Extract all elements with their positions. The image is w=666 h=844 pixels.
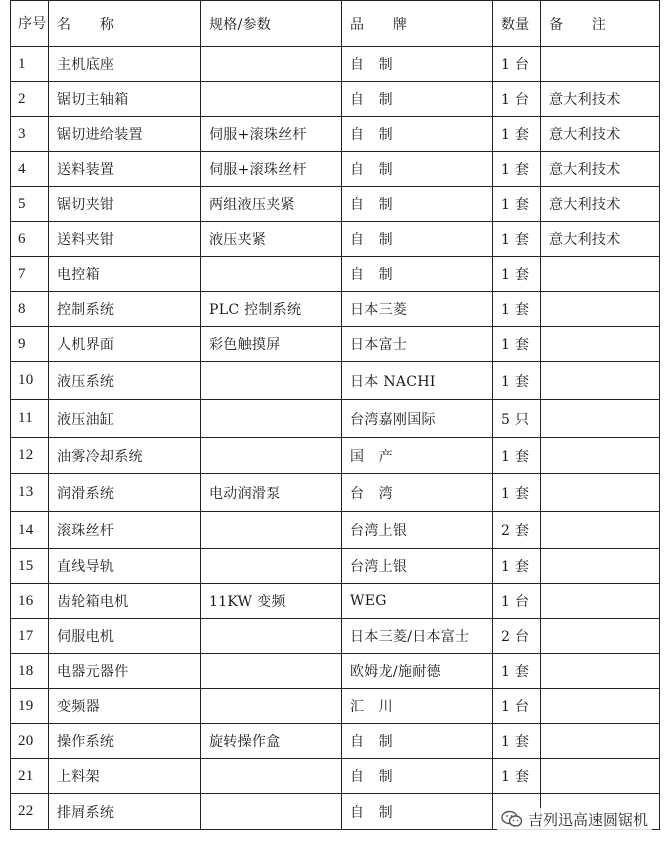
table-row	[11, 82, 660, 117]
cell-brand: 自 制	[342, 117, 493, 152]
cell-note: 意大利技术	[541, 82, 660, 117]
cell-no: 22	[11, 794, 49, 830]
cell-spec	[201, 619, 342, 654]
cell-qty: 1 台	[493, 584, 541, 619]
cell-brand: 日本三菱	[342, 292, 493, 327]
cell-spec	[201, 512, 342, 549]
cell-spec	[201, 82, 342, 117]
cell-brand: 自 制	[342, 794, 493, 830]
header-brand: 品 牌	[342, 1, 493, 47]
header-note: 备 注	[541, 1, 660, 47]
cell-brand: 自 制	[342, 187, 493, 222]
cell-name: 锯切夹钳	[49, 187, 201, 222]
cell-no: 1	[11, 47, 49, 82]
cell-qty: 1 套	[493, 724, 541, 759]
cell-no: 14	[11, 512, 49, 549]
cell-name: 滚珠丝杆	[49, 512, 201, 549]
cell-no: 15	[11, 549, 49, 584]
cell-note: 意大利技术	[541, 222, 660, 257]
cell-note	[541, 724, 660, 759]
cell-spec: 彩色触摸屏	[201, 327, 342, 362]
cell-name: 电器元器件	[49, 654, 201, 689]
cell-name: 直线导轨	[49, 549, 201, 584]
cell-note	[541, 689, 660, 724]
cell-brand: 自 制	[342, 152, 493, 187]
cell-qty: 2 台	[493, 619, 541, 654]
cell-brand: 汇 川	[342, 689, 493, 724]
cell-note	[541, 654, 660, 689]
cell-no: 4	[11, 152, 49, 187]
cell-no: 6	[11, 222, 49, 257]
cell-name: 送料夹钳	[49, 222, 201, 257]
cell-name: 油雾冷却系统	[49, 438, 201, 474]
table-row	[11, 327, 660, 362]
cell-brand: 自 制	[342, 82, 493, 117]
cell-note	[541, 759, 660, 794]
cell-no: 20	[11, 724, 49, 759]
header-no: 序号	[11, 1, 49, 47]
cell-spec	[201, 438, 342, 474]
cell-qty: 1 套	[493, 474, 541, 512]
cell-note	[541, 619, 660, 654]
cell-name: 润滑系统	[49, 474, 201, 512]
cell-no: 9	[11, 327, 49, 362]
cell-name: 上料架	[49, 759, 201, 794]
wechat-icon	[501, 810, 523, 828]
cell-no: 21	[11, 759, 49, 794]
cell-qty: 1 套	[493, 292, 541, 327]
cell-brand: 欧姆龙/施耐德	[342, 654, 493, 689]
table-row	[11, 152, 660, 187]
cell-brand: 自 制	[342, 257, 493, 292]
table-row	[11, 759, 660, 794]
cell-note: 意大利技术	[541, 187, 660, 222]
cell-spec	[201, 549, 342, 584]
cell-brand: 自 制	[342, 47, 493, 82]
cell-spec: 旋转操作盒	[201, 724, 342, 759]
watermark-text: 吉列迅高速圆锯机	[527, 810, 648, 829]
cell-brand: 日本三菱/日本富士	[342, 619, 493, 654]
cell-qty: 1 套	[493, 117, 541, 152]
cell-spec	[201, 362, 342, 400]
table-row	[11, 292, 660, 327]
cell-no: 17	[11, 619, 49, 654]
cell-no: 3	[11, 117, 49, 152]
cell-qty: 1 套	[493, 654, 541, 689]
cell-brand: 日本富士	[342, 327, 493, 362]
cell-spec: 两组液压夹紧	[201, 187, 342, 222]
cell-brand: WEG	[342, 584, 493, 619]
cell-no: 8	[11, 292, 49, 327]
cell-name: 伺服电机	[49, 619, 201, 654]
cell-name: 送料装置	[49, 152, 201, 187]
cell-brand: 自 制	[342, 724, 493, 759]
cell-spec: PLC 控制系统	[201, 292, 342, 327]
cell-qty: 1 套	[493, 327, 541, 362]
cell-brand: 国 产	[342, 438, 493, 474]
header-qty: 数量	[493, 1, 541, 47]
cell-qty: 1 套	[493, 438, 541, 474]
table-row	[11, 619, 660, 654]
header-name: 名 称	[49, 1, 201, 47]
cell-no: 2	[11, 82, 49, 117]
cell-qty: 1 套	[493, 152, 541, 187]
cell-qty: 1 台	[493, 82, 541, 117]
table-header-row	[11, 1, 660, 47]
cell-note: 意大利技术	[541, 117, 660, 152]
cell-name: 电控箱	[49, 257, 201, 292]
cell-name: 主机底座	[49, 47, 201, 82]
cell-note: 意大利技术	[541, 152, 660, 187]
cell-spec	[201, 794, 342, 830]
table-row	[11, 362, 660, 400]
cell-no: 7	[11, 257, 49, 292]
cell-name: 锯切主轴箱	[49, 82, 201, 117]
table-row	[11, 584, 660, 619]
table-row	[11, 549, 660, 584]
cell-no: 12	[11, 438, 49, 474]
cell-qty: 5 只	[493, 400, 541, 438]
cell-note	[541, 474, 660, 512]
cell-spec: 电动润滑泵	[201, 474, 342, 512]
table-row	[11, 689, 660, 724]
cell-spec	[201, 47, 342, 82]
cell-note	[541, 327, 660, 362]
cell-note	[541, 400, 660, 438]
table-row	[11, 724, 660, 759]
cell-no: 11	[11, 400, 49, 438]
table-row	[11, 512, 660, 549]
cell-spec: 伺服+滚珠丝杆	[201, 152, 342, 187]
cell-qty: 1 套	[493, 362, 541, 400]
table-row	[11, 47, 660, 82]
equipment-config-table	[10, 0, 660, 830]
table-row	[11, 474, 660, 512]
cell-brand: 台湾上银	[342, 512, 493, 549]
cell-spec	[201, 759, 342, 794]
table-row	[11, 117, 660, 152]
cell-note	[541, 549, 660, 584]
table-row	[11, 438, 660, 474]
table-row	[11, 222, 660, 257]
cell-spec: 11KW 变频	[201, 584, 342, 619]
cell-no: 19	[11, 689, 49, 724]
cell-qty: 1 套	[493, 257, 541, 292]
cell-qty: 1 套	[493, 759, 541, 794]
table-row	[11, 654, 660, 689]
cell-note	[541, 47, 660, 82]
table-row	[11, 400, 660, 438]
cell-brand: 台湾上银	[342, 549, 493, 584]
cell-no: 13	[11, 474, 49, 512]
cell-brand: 自 制	[342, 759, 493, 794]
cell-brand: 自 制	[342, 222, 493, 257]
cell-name: 操作系统	[49, 724, 201, 759]
cell-spec	[201, 400, 342, 438]
cell-name: 变频器	[49, 689, 201, 724]
cell-name: 齿轮箱电机	[49, 584, 201, 619]
cell-spec: 液压夹紧	[201, 222, 342, 257]
cell-qty: 1 套	[493, 549, 541, 584]
cell-spec: 伺服+滚珠丝杆	[201, 117, 342, 152]
table-row	[11, 257, 660, 292]
cell-no: 18	[11, 654, 49, 689]
cell-name: 液压油缸	[49, 400, 201, 438]
cell-qty: 1 台	[493, 47, 541, 82]
watermark	[497, 808, 652, 830]
cell-note	[541, 257, 660, 292]
cell-name: 锯切进给装置	[49, 117, 201, 152]
cell-no: 10	[11, 362, 49, 400]
cell-brand: 台湾嘉刚国际	[342, 400, 493, 438]
cell-qty: 1 套	[493, 222, 541, 257]
cell-brand: 日本 NACHI	[342, 362, 493, 400]
cell-spec	[201, 654, 342, 689]
cell-no: 5	[11, 187, 49, 222]
cell-no: 16	[11, 584, 49, 619]
header-spec: 规格/参数	[201, 1, 342, 47]
cell-qty: 2 套	[493, 512, 541, 549]
table-row	[11, 187, 660, 222]
cell-note	[541, 438, 660, 474]
cell-note	[541, 512, 660, 549]
cell-qty: 1 套	[493, 187, 541, 222]
cell-name: 排屑系统	[49, 794, 201, 830]
cell-note	[541, 584, 660, 619]
cell-name: 控制系统	[49, 292, 201, 327]
cell-name: 液压系统	[49, 362, 201, 400]
cell-spec	[201, 689, 342, 724]
cell-brand: 台 湾	[342, 474, 493, 512]
cell-spec	[201, 257, 342, 292]
cell-note	[541, 362, 660, 400]
cell-note	[541, 292, 660, 327]
cell-qty: 1 台	[493, 689, 541, 724]
cell-name: 人机界面	[49, 327, 201, 362]
